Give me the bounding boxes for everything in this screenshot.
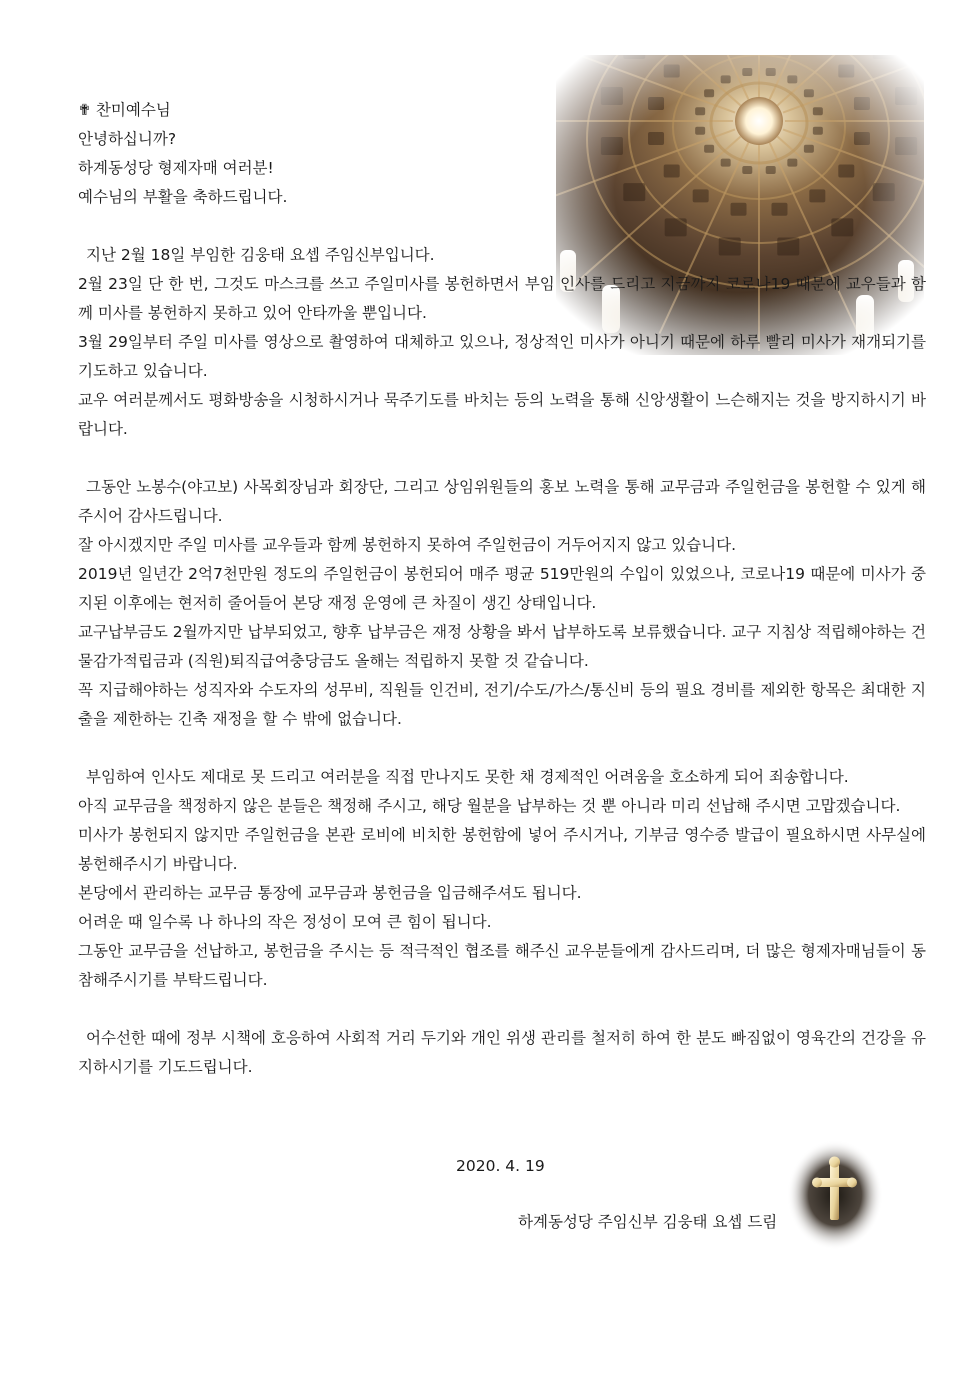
paragraph-line: 어려운 때 일수록 나 하나의 작은 정성이 모여 큰 힘이 됩니다.	[78, 913, 492, 931]
paragraph-finances	[78, 473, 926, 734]
paragraph-line: 2019년 일년간 2억7천만원 정도의 주일헌금이 봉헌되어 매주 평균 519만원의 수입이 있었으나, 코로나19 때문에 미사가 중지된 이후에는 현저히 줄어들어 본당 재정 운영에 큰 차질이 생긴 상태입니다.	[78, 565, 926, 612]
paragraph-closing	[78, 1024, 926, 1082]
paragraph-line: 2월 23일 단 한 번, 그것도 마스크를 쓰고 주일미사를 봉헌하면서 부임 인사를 드리고 지금까지 코로나19 때문에 교우들과 함께 미사를 봉헌하지 못하고 있어 안타까울 뿐입니다.	[78, 275, 926, 322]
letter-date: 2020. 4. 19	[456, 1157, 545, 1175]
paragraph-line: 미사가 봉헌되지 않지만 주일헌금을 본관 로비에 비치한 봉헌함에 넣어 주시거나, 기부금 영수증 발급이 필요하시면 사무실에 봉헌해주시기 바랍니다.	[78, 826, 926, 873]
paragraph-line: 교구납부금도 2월까지만 납부되었고, 향후 납부금은 재정 상황을 봐서 납부하도록 보류했습니다. 교구 지침상 적립해야하는 건물감가적립금과 (직원)퇴직급여충당금도 올해는 적립하지 못할 것 같습니다.	[78, 623, 926, 670]
paragraph-line: 잘 아시겠지만 주일 미사를 교우들과 함께 봉헌하지 못하여 주일헌금이 거두어지지 않고 있습니다.	[78, 536, 737, 554]
paragraph-line: 아직 교무금을 책정하지 않은 분들은 책정해 주시고, 해당 월분을 납부하는 것 뿐 아니라 미리 선납해 주시면 고맙겠습니다.	[78, 797, 901, 815]
greeting-line: ✟ 찬미예수님	[78, 101, 171, 119]
paragraph-line: 교우 여러분께서도 평화방송을 시청하시거나 묵주기도를 바치는 등의 노력을 통해 신앙생활이 느슨해지는 것을 방지하시기 바랍니다.	[78, 391, 926, 438]
paragraph-line: 3월 29일부터 주일 미사를 영상으로 촬영하여 대체하고 있으나, 정상적인 미사가 아니기 때문에 하루 빨리 미사가 재개되기를 기도하고 있습니다.	[78, 333, 926, 380]
paragraph-line: 본당에서 관리하는 교무금 통장에 교무금과 봉헌금을 입금해주셔도 됩니다.	[78, 884, 582, 902]
greeting-line: 안녕하십니까?	[78, 130, 177, 148]
letter-body	[78, 96, 926, 1082]
cross-icon	[787, 1140, 883, 1250]
paragraph-line: 꼭 지급해야하는 성직자와 수도자의 성무비, 직원들 인건비, 전기/수도/가스/통신비 등의 필요 경비를 제외한 항목은 최대한 지출을 제한하는 긴축 재정을 할 수 밖에 없습니다.	[78, 681, 926, 728]
paragraph-line: 그동안 노봉수(야고보) 사목회장님과 회장단, 그리고 상임위원들의 홍보 노력을 통해 교무금과 주일헌금을 봉헌할 수 있게 해주시어 감사드립니다.	[78, 478, 926, 525]
paragraph-request	[78, 763, 926, 995]
paragraph-line: 부임하여 인사도 제대로 못 드리고 여러분을 직접 만나지도 못한 채 경제적인 어려움을 호소하게 되어 죄송합니다.	[86, 768, 849, 786]
letter-signature: 하계동성당 주임신부 김웅태 요셉 드림	[518, 1213, 778, 1231]
greeting-line: 예수님의 부활을 축하드립니다.	[78, 188, 288, 206]
greeting-line: 하계동성당 형제자매 여러분!	[78, 159, 274, 177]
greeting-block	[78, 96, 548, 212]
paragraph-line: 어수선한 때에 정부 시책에 호응하여 사회적 거리 두기와 개인 위생 관리를 철저히 하여 한 분도 빠짐없이 영육간의 건강을 유지하시기를 기도드립니다.	[78, 1029, 926, 1076]
paragraph-introduction	[78, 241, 926, 444]
paragraph-line: 그동안 교무금을 선납하고, 봉헌금을 주시는 등 적극적인 협조를 해주신 교우분들에게 감사드리며, 더 많은 형제자매님들이 동참해주시기를 부탁드립니다.	[78, 942, 926, 989]
paragraph-line: 지난 2월 18일 부임한 김웅태 요셉 주임신부입니다.	[86, 246, 435, 264]
